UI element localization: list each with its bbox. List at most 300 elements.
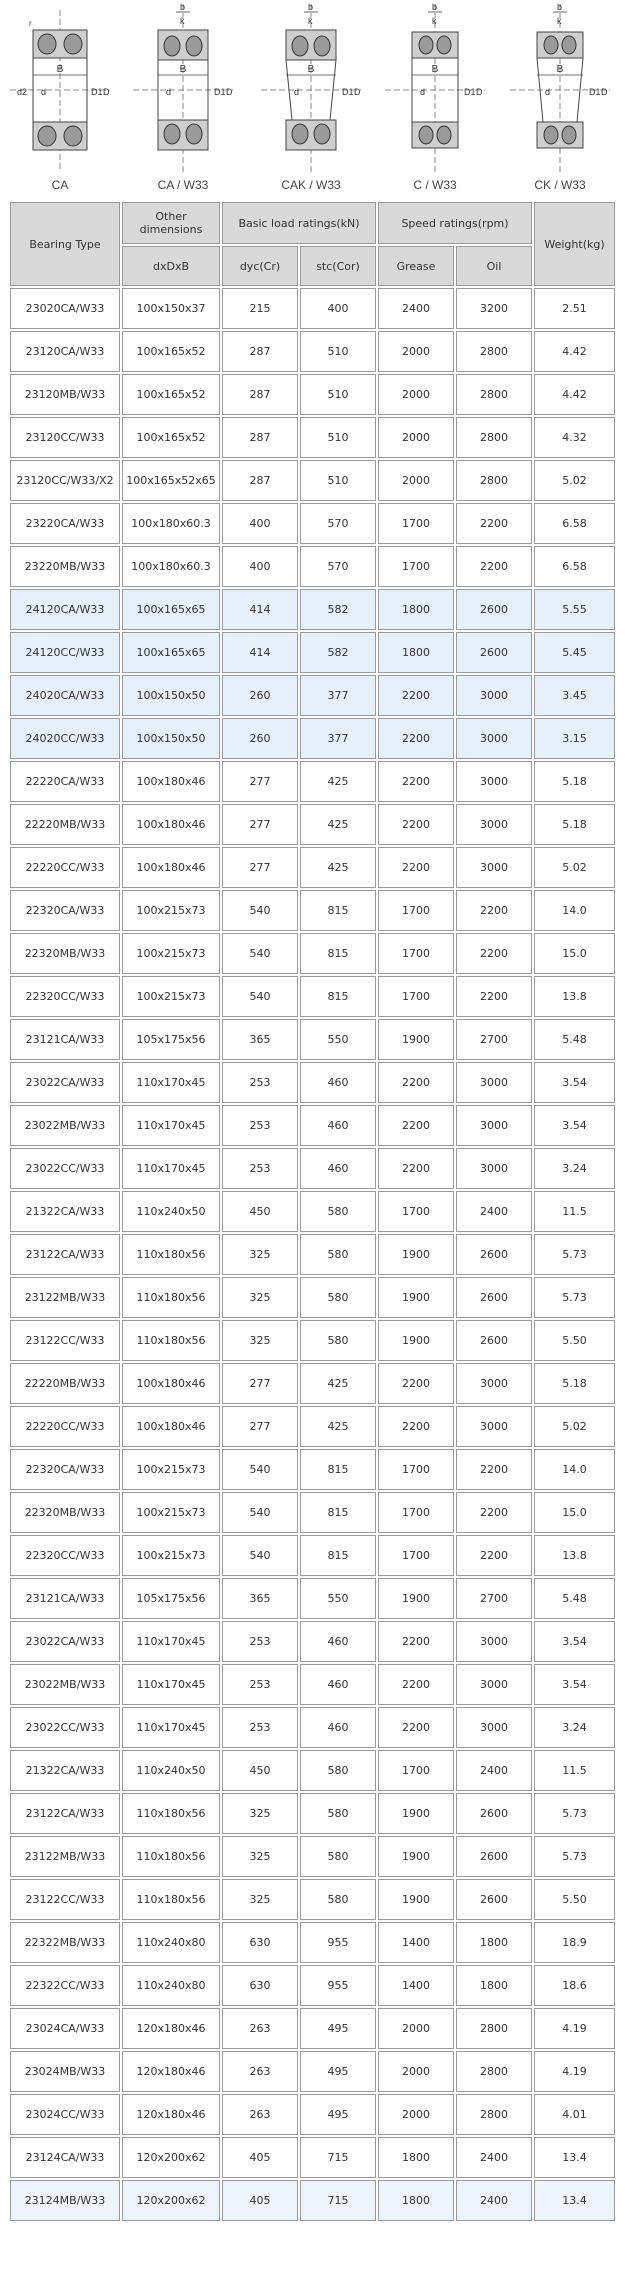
cell-weight: 5.18	[534, 804, 615, 845]
cell-dynamic-load: 414	[222, 632, 298, 673]
cell-dimensions: 100x180x46	[122, 1363, 220, 1404]
cell-dimensions: 100x165x65	[122, 632, 220, 673]
cell-weight: 4.19	[534, 2008, 615, 2049]
cell-static-load: 510	[300, 374, 376, 415]
cell-dynamic-load: 277	[222, 1406, 298, 1447]
table-row	[10, 2008, 615, 2049]
dim-B-label: B	[56, 64, 64, 75]
cell-static-load: 582	[300, 632, 376, 673]
table-row	[10, 976, 615, 1017]
cell-static-load: 425	[300, 804, 376, 845]
cell-static-load: 425	[300, 847, 376, 888]
table-row	[10, 761, 615, 802]
cell-oil-speed: 2800	[456, 2008, 532, 2049]
table-row	[10, 933, 615, 974]
table-row	[10, 288, 615, 329]
cell-dimensions: 110x180x56	[122, 1793, 220, 1834]
cell-oil-speed: 2600	[456, 1836, 532, 1877]
cell-oil-speed: 2200	[456, 976, 532, 1017]
cell-weight: 11.5	[534, 1191, 615, 1232]
dim-d-label: d	[545, 87, 551, 97]
dim-b-label: b	[308, 2, 314, 12]
cell-grease-speed: 1900	[378, 1879, 454, 1920]
cell-oil-speed: 2600	[456, 1793, 532, 1834]
cell-oil-speed: 1800	[456, 1922, 532, 1963]
dim-D1-label: D1	[342, 87, 354, 97]
cell-oil-speed: 2600	[456, 632, 532, 673]
cell-grease-speed: 1900	[378, 1277, 454, 1318]
cell-dynamic-load: 260	[222, 675, 298, 716]
cell-weight: 3.15	[534, 718, 615, 759]
diagram-label: CA / W33	[157, 178, 209, 192]
cell-bearing-type: 22322CC/W33	[10, 1965, 120, 2006]
cell-dimensions: 110x180x56	[122, 1879, 220, 1920]
header-dynamic-load: dyc(Cr)	[222, 246, 298, 286]
cell-grease-speed: 1700	[378, 546, 454, 587]
table-row	[10, 1707, 615, 1748]
cell-oil-speed: 3000	[456, 804, 532, 845]
dim-B-label: B	[307, 64, 315, 75]
cell-bearing-type: 24020CA/W33	[10, 675, 120, 716]
cell-weight: 5.73	[534, 1234, 615, 1275]
cell-dynamic-load: 253	[222, 1621, 298, 1662]
cell-static-load: 715	[300, 2137, 376, 2178]
cell-static-load: 580	[300, 1793, 376, 1834]
cell-oil-speed: 3000	[456, 1406, 532, 1447]
cell-bearing-type: 23022MB/W33	[10, 1105, 120, 1146]
bearing-spec-table	[8, 200, 617, 2223]
cell-oil-speed: 3000	[456, 761, 532, 802]
cell-grease-speed: 1700	[378, 1449, 454, 1490]
cell-static-load: 570	[300, 546, 376, 587]
cell-bearing-type: 23120MB/W33	[10, 374, 120, 415]
dim-B-label: B	[556, 64, 564, 75]
cell-dimensions: 100x180x46	[122, 804, 220, 845]
cell-oil-speed: 3000	[456, 675, 532, 716]
cell-bearing-type: 23121CA/W33	[10, 1019, 120, 1060]
cell-grease-speed: 2200	[378, 1664, 454, 1705]
cell-grease-speed: 1800	[378, 589, 454, 630]
cell-weight: 5.02	[534, 460, 615, 501]
cell-dynamic-load: 540	[222, 1492, 298, 1533]
cell-weight: 4.19	[534, 2051, 615, 2092]
cell-weight: 14.0	[534, 1449, 615, 1490]
cell-static-load: 580	[300, 1750, 376, 1791]
table-row	[10, 374, 615, 415]
cell-grease-speed: 1900	[378, 1836, 454, 1877]
cell-dimensions: 120x200x62	[122, 2180, 220, 2221]
cell-bearing-type: 23220CA/W33	[10, 503, 120, 544]
cell-grease-speed: 2000	[378, 331, 454, 372]
table-row	[10, 1062, 615, 1103]
cell-dimensions: 110x170x45	[122, 1621, 220, 1662]
table-row	[10, 1191, 615, 1232]
cell-grease-speed: 1700	[378, 933, 454, 974]
cell-dimensions: 120x200x62	[122, 2137, 220, 2178]
cell-oil-speed: 2800	[456, 2051, 532, 2092]
cell-oil-speed: 2800	[456, 374, 532, 415]
cell-static-load: 460	[300, 1105, 376, 1146]
cell-bearing-type: 23220MB/W33	[10, 546, 120, 587]
cell-weight: 13.8	[534, 1535, 615, 1576]
cell-grease-speed: 1900	[378, 1234, 454, 1275]
cell-oil-speed: 2600	[456, 589, 532, 630]
cell-weight: 2.51	[534, 288, 615, 329]
table-row	[10, 503, 615, 544]
cell-oil-speed: 2600	[456, 1234, 532, 1275]
table-row	[10, 1836, 615, 1877]
cell-grease-speed: 1700	[378, 1750, 454, 1791]
cell-static-load: 460	[300, 1621, 376, 1662]
cell-dynamic-load: 630	[222, 1965, 298, 2006]
table-row	[10, 1965, 615, 2006]
table-row	[10, 1750, 615, 1791]
cell-dimensions: 110x240x80	[122, 1965, 220, 2006]
cell-weight: 3.54	[534, 1105, 615, 1146]
cell-dynamic-load: 325	[222, 1320, 298, 1361]
cell-grease-speed: 2000	[378, 460, 454, 501]
diagram-label: CK / W33	[534, 178, 586, 192]
cell-static-load: 955	[300, 1965, 376, 2006]
cell-grease-speed: 2000	[378, 417, 454, 458]
cell-oil-speed: 2400	[456, 2180, 532, 2221]
table-row	[10, 460, 615, 501]
cell-grease-speed: 1800	[378, 2137, 454, 2178]
cell-dimensions: 110x180x56	[122, 1234, 220, 1275]
cell-weight: 5.48	[534, 1019, 615, 1060]
dim-D-label: D	[226, 87, 233, 97]
dim-d-label: d	[41, 87, 47, 97]
table-row	[10, 2137, 615, 2178]
cell-bearing-type: 24020CC/W33	[10, 718, 120, 759]
cell-dynamic-load: 365	[222, 1578, 298, 1619]
cell-bearing-type: 22320CC/W33	[10, 1535, 120, 1576]
cell-dynamic-load: 325	[222, 1234, 298, 1275]
cell-dynamic-load: 325	[222, 1793, 298, 1834]
cell-bearing-type: 23024CC/W33	[10, 2094, 120, 2135]
cell-dimensions: 110x170x45	[122, 1105, 220, 1146]
dim-d-label: d	[166, 87, 172, 97]
cell-static-load: 510	[300, 417, 376, 458]
table-row	[10, 804, 615, 845]
cell-oil-speed: 2600	[456, 1277, 532, 1318]
cell-oil-speed: 3000	[456, 1062, 532, 1103]
cell-weight: 13.8	[534, 976, 615, 1017]
cell-bearing-type: 23124MB/W33	[10, 2180, 120, 2221]
cell-dimensions: 110x240x80	[122, 1922, 220, 1963]
cell-dynamic-load: 253	[222, 1707, 298, 1748]
bearing-c-w33-cross-section-icon	[380, 0, 490, 200]
table-row	[10, 1148, 615, 1189]
cell-static-load: 510	[300, 331, 376, 372]
table-row	[10, 718, 615, 759]
cell-grease-speed: 1900	[378, 1320, 454, 1361]
cell-static-load: 510	[300, 460, 376, 501]
cell-dimensions: 110x180x56	[122, 1320, 220, 1361]
table-row	[10, 1492, 615, 1533]
cell-grease-speed: 2000	[378, 2094, 454, 2135]
cell-dynamic-load: 263	[222, 2051, 298, 2092]
cell-dynamic-load: 450	[222, 1750, 298, 1791]
cell-bearing-type: 23122CC/W33	[10, 1879, 120, 1920]
cell-oil-speed: 3000	[456, 1105, 532, 1146]
table-row	[10, 1922, 615, 1963]
bearing-cak-w33-cross-section-icon	[256, 0, 366, 200]
dim-k-label: k	[432, 16, 437, 26]
cell-grease-speed: 2200	[378, 1105, 454, 1146]
cell-weight: 5.50	[534, 1320, 615, 1361]
dim-D1-label: D1	[214, 87, 226, 97]
cell-grease-speed: 2000	[378, 374, 454, 415]
cell-bearing-type: 22220CC/W33	[10, 1406, 120, 1447]
cell-bearing-type: 23024MB/W33	[10, 2051, 120, 2092]
cell-dynamic-load: 540	[222, 976, 298, 1017]
table-row	[10, 1879, 615, 1920]
cell-weight: 5.50	[534, 1879, 615, 1920]
cell-weight: 18.9	[534, 1922, 615, 1963]
dim-d2-label: d2	[17, 87, 28, 97]
cell-weight: 3.54	[534, 1664, 615, 1705]
cell-static-load: 460	[300, 1148, 376, 1189]
cell-grease-speed: 1400	[378, 1922, 454, 1963]
cell-dynamic-load: 540	[222, 1535, 298, 1576]
cell-static-load: 815	[300, 890, 376, 931]
cell-weight: 6.58	[534, 503, 615, 544]
cell-static-load: 815	[300, 933, 376, 974]
cell-weight: 4.42	[534, 374, 615, 415]
cell-static-load: 580	[300, 1234, 376, 1275]
cell-bearing-type: 21322CA/W33	[10, 1191, 120, 1232]
cell-dynamic-load: 325	[222, 1879, 298, 1920]
cell-dimensions: 100x180x46	[122, 847, 220, 888]
dim-D1-label: D1	[464, 87, 476, 97]
cell-dimensions: 105x175x56	[122, 1578, 220, 1619]
cell-oil-speed: 2800	[456, 417, 532, 458]
cell-bearing-type: 23022MB/W33	[10, 1664, 120, 1705]
cell-dimensions: 100x215x73	[122, 1449, 220, 1490]
cell-dimensions: 100x165x52	[122, 331, 220, 372]
cell-dynamic-load: 253	[222, 1664, 298, 1705]
cell-static-load: 425	[300, 1363, 376, 1404]
cell-static-load: 580	[300, 1191, 376, 1232]
cell-oil-speed: 2700	[456, 1019, 532, 1060]
cell-dynamic-load: 253	[222, 1148, 298, 1189]
cell-weight: 4.32	[534, 417, 615, 458]
table-row	[10, 2051, 615, 2092]
table-row	[10, 331, 615, 372]
cell-static-load: 460	[300, 1062, 376, 1103]
cell-grease-speed: 2200	[378, 847, 454, 888]
cell-dimensions: 110x170x45	[122, 1148, 220, 1189]
cell-dynamic-load: 325	[222, 1277, 298, 1318]
cell-oil-speed: 2600	[456, 1879, 532, 1920]
cell-grease-speed: 2000	[378, 2008, 454, 2049]
cell-dimensions: 100x215x73	[122, 890, 220, 931]
cell-dimensions: 100x150x50	[122, 718, 220, 759]
cell-bearing-type: 23024CA/W33	[10, 2008, 120, 2049]
cell-dimensions: 110x240x50	[122, 1191, 220, 1232]
table-row	[10, 546, 615, 587]
cell-bearing-type: 22220CC/W33	[10, 847, 120, 888]
cell-static-load: 570	[300, 503, 376, 544]
table-row	[10, 890, 615, 931]
cell-grease-speed: 2200	[378, 1363, 454, 1404]
bearing-ca-cross-section-icon	[5, 0, 115, 200]
cell-static-load: 715	[300, 2180, 376, 2221]
table-row	[10, 1406, 615, 1447]
dim-k-label: k	[308, 16, 313, 26]
diagram-label: C / W33	[413, 178, 457, 192]
cell-oil-speed: 3000	[456, 718, 532, 759]
cell-bearing-type: 24120CC/W33	[10, 632, 120, 673]
cell-oil-speed: 3000	[456, 1363, 532, 1404]
table-row	[10, 2180, 615, 2221]
cell-bearing-type: 23120CC/W33	[10, 417, 120, 458]
table-row	[10, 1234, 615, 1275]
cell-bearing-type: 23122MB/W33	[10, 1277, 120, 1318]
dim-b-label: b	[180, 2, 186, 12]
cell-dynamic-load: 405	[222, 2137, 298, 2178]
cell-bearing-type: 22220MB/W33	[10, 1363, 120, 1404]
cell-static-load: 425	[300, 1406, 376, 1447]
cell-weight: 5.45	[534, 632, 615, 673]
cell-static-load: 580	[300, 1879, 376, 1920]
header-speed-ratings: Speed ratings(rpm)	[378, 202, 532, 244]
table-row	[10, 417, 615, 458]
cell-dynamic-load: 260	[222, 718, 298, 759]
cell-bearing-type: 22320MB/W33	[10, 933, 120, 974]
bearing-diagrams	[0, 0, 625, 200]
cell-dynamic-load: 277	[222, 761, 298, 802]
header-dims: dxDxB	[122, 246, 220, 286]
cell-bearing-type: 23022CA/W33	[10, 1621, 120, 1662]
cell-static-load: 550	[300, 1019, 376, 1060]
cell-grease-speed: 1700	[378, 1535, 454, 1576]
cell-weight: 4.01	[534, 2094, 615, 2135]
cell-dynamic-load: 277	[222, 804, 298, 845]
cell-static-load: 580	[300, 1320, 376, 1361]
cell-dynamic-load: 287	[222, 417, 298, 458]
cell-dimensions: 110x170x45	[122, 1062, 220, 1103]
cell-oil-speed: 2200	[456, 1535, 532, 1576]
cell-oil-speed: 2400	[456, 1191, 532, 1232]
cell-dimensions: 100x215x73	[122, 933, 220, 974]
cell-weight: 5.02	[534, 847, 615, 888]
cell-oil-speed: 1800	[456, 1965, 532, 2006]
cell-dimensions: 100x180x46	[122, 761, 220, 802]
cell-dynamic-load: 215	[222, 288, 298, 329]
dim-k-label: k	[557, 16, 562, 26]
cell-bearing-type: 23022CC/W33	[10, 1707, 120, 1748]
cell-grease-speed: 1800	[378, 2180, 454, 2221]
cell-static-load: 815	[300, 1449, 376, 1490]
cell-oil-speed: 3000	[456, 1148, 532, 1189]
cell-bearing-type: 23121CA/W33	[10, 1578, 120, 1619]
cell-static-load: 815	[300, 1492, 376, 1533]
cell-dynamic-load: 450	[222, 1191, 298, 1232]
cell-bearing-type: 22220MB/W33	[10, 804, 120, 845]
cell-weight: 15.0	[534, 933, 615, 974]
dim-b-label: b	[557, 2, 563, 12]
cell-dimensions: 120x180x46	[122, 2008, 220, 2049]
cell-dimensions: 100x215x73	[122, 1535, 220, 1576]
cell-grease-speed: 1900	[378, 1578, 454, 1619]
table-row	[10, 1449, 615, 1490]
cell-weight: 5.73	[534, 1836, 615, 1877]
cell-dynamic-load: 263	[222, 2008, 298, 2049]
cell-grease-speed: 2200	[378, 1406, 454, 1447]
bearing-ck-w33-cross-section-icon	[505, 0, 615, 200]
cell-weight: 15.0	[534, 1492, 615, 1533]
cell-grease-speed: 1900	[378, 1793, 454, 1834]
cell-grease-speed: 1800	[378, 632, 454, 673]
cell-bearing-type: 22320MB/W33	[10, 1492, 120, 1533]
cell-static-load: 580	[300, 1836, 376, 1877]
dim-r-label: r	[29, 19, 32, 28]
cell-bearing-type: 22322MB/W33	[10, 1922, 120, 1963]
bearing-ca-w33-cross-section-icon	[128, 0, 238, 200]
cell-bearing-type: 22220CA/W33	[10, 761, 120, 802]
cell-static-load: 425	[300, 761, 376, 802]
cell-dimensions: 100x165x52x65	[122, 460, 220, 501]
header-weight: Weight(kg)	[534, 202, 615, 286]
dim-D-label: D	[103, 87, 110, 97]
cell-dynamic-load: 263	[222, 2094, 298, 2135]
cell-static-load: 580	[300, 1277, 376, 1318]
dim-b-label: b	[432, 2, 438, 12]
cell-dynamic-load: 540	[222, 933, 298, 974]
header-load-ratings: Basic load ratings(kN)	[222, 202, 376, 244]
cell-oil-speed: 2200	[456, 933, 532, 974]
cell-dimensions: 110x240x50	[122, 1750, 220, 1791]
cell-oil-speed: 3000	[456, 1707, 532, 1748]
table-row	[10, 1664, 615, 1705]
cell-static-load: 582	[300, 589, 376, 630]
cell-oil-speed: 2800	[456, 2094, 532, 2135]
cell-weight: 3.45	[534, 675, 615, 716]
cell-dynamic-load: 365	[222, 1019, 298, 1060]
cell-dynamic-load: 325	[222, 1836, 298, 1877]
cell-static-load: 955	[300, 1922, 376, 1963]
cell-static-load: 460	[300, 1664, 376, 1705]
cell-dimensions: 100x180x60.3	[122, 546, 220, 587]
dim-k-label: k	[180, 16, 185, 26]
cell-oil-speed: 2200	[456, 890, 532, 931]
cell-grease-speed: 1700	[378, 1191, 454, 1232]
cell-dynamic-load: 253	[222, 1105, 298, 1146]
cell-static-load: 815	[300, 976, 376, 1017]
dim-d-label: d	[294, 87, 300, 97]
table-row	[10, 1535, 615, 1576]
cell-bearing-type: 23122CA/W33	[10, 1234, 120, 1275]
cell-dimensions: 100x150x37	[122, 288, 220, 329]
table-row	[10, 632, 615, 673]
cell-grease-speed: 2200	[378, 1062, 454, 1103]
table-row	[10, 1019, 615, 1060]
cell-grease-speed: 1700	[378, 890, 454, 931]
cell-dynamic-load: 405	[222, 2180, 298, 2221]
dim-D1-label: D1	[91, 87, 103, 97]
cell-static-load: 377	[300, 675, 376, 716]
cell-dimensions: 120x180x46	[122, 2051, 220, 2092]
cell-dimensions: 120x180x46	[122, 2094, 220, 2135]
cell-grease-speed: 1700	[378, 976, 454, 1017]
dim-D1-label: D1	[589, 87, 601, 97]
cell-static-load: 550	[300, 1578, 376, 1619]
table-row	[10, 2094, 615, 2135]
cell-weight: 3.24	[534, 1148, 615, 1189]
cell-bearing-type: 23124CA/W33	[10, 2137, 120, 2178]
